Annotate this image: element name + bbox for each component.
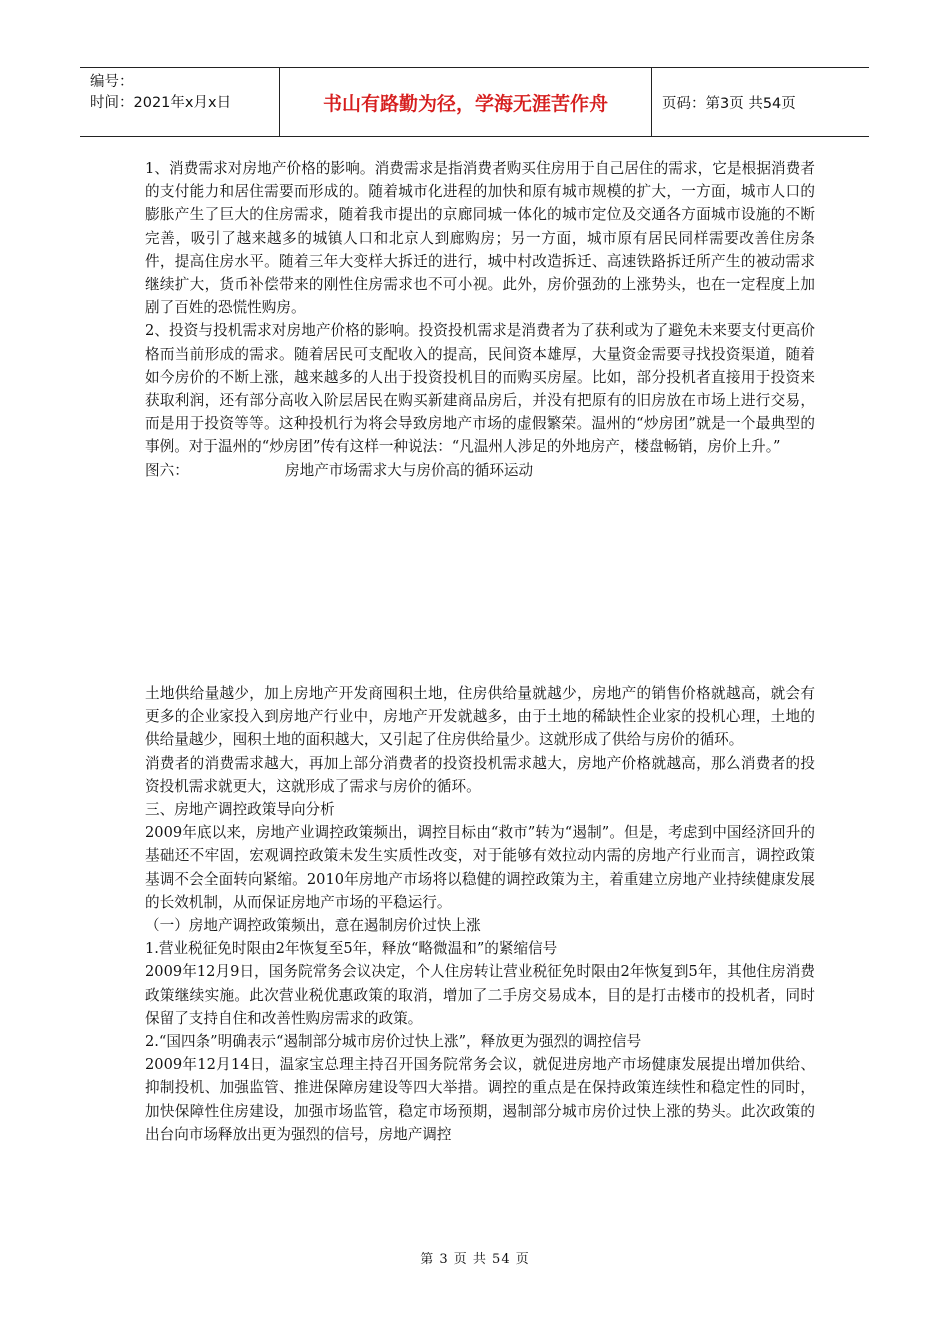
paragraph-policy-overview: 2009年底以来，房地产业调控政策频出，调控目标由“救市”转为“遏制”。但是，考虑到中国经济回升的基础还不牢固，宏观调控政策未发生实质性改变，对于能够有效拉动内需的房地产行业而言，调控政策基调不会全面转向紧缩。2010年房地产市场将以稳健的调控政策为主，着重建立房地产业持续健康发展的长效机制，从而保证房地产市场的平稳运行。 xyxy=(145,824,815,911)
body-section-1 xyxy=(145,157,815,482)
page-header xyxy=(80,67,869,137)
subsection-heading-1: （一）房地产调控政策频出，意在遏制房价过快上涨 xyxy=(145,917,481,935)
paragraph-business-tax: 2009年12月9日，国务院常务会议决定，个人住房转让营业税征免时限由2年恢复到5年，其他住房消费政策继续实施。此次营业税优惠政策的取消，增加了二手房交易成本，目的是打击楼市的投机者，同时保留了支持自住和改善性购房需求的政策。 xyxy=(145,963,815,1027)
header-page-label: 页码：第3页 共54页 xyxy=(662,95,796,112)
paragraph-guo-si-tiao: 2009年12月14日，温家宝总理主持召开国务院常务会议，就促进房地产市场健康发展提出增加供给、抑制投机、加强监管、推进保障房建设等四大举措。调控的重点是在保持政策连续性和稳定性的同时，加快保障性住房建设，加强市场监管，稳定市场预期，遏制部分城市房价过快上涨的势头。此次政策的出台向市场释放出更为强烈的信号，房地产调控 xyxy=(145,1056,815,1143)
item-heading-guo-si-tiao: 2.“国四条”明确表示“遏制部分城市房价过快上涨”，释放更为强烈的调控信号 xyxy=(145,1033,642,1051)
paragraph-consumption-demand: 1、消费需求对房地产价格的影响。消费需求是指消费者购买住房用于自己居住的需求，它是根据消费者的支付能力和居住需要而形成的。随着城市化进程的加快和原有城市规模的扩大，一方面，城市人口的膨胀产生了巨大的住房需求，随着我市提出的京廊同城一体化的城市定位及交通各方面城市设施的不断完善，吸引了越来越多的城镇人口和北京人到廊购房；另一方面，城市原有居民同样需要改善住房条件，提高住房水平。随着三年大变样大拆迁的进行，城中村改造拆迁、高速铁路拆迁所产生的被动需求继续扩大，货币补偿带来的刚性住房需求也不可小视。此外，房价强劲的上涨势头，也在一定程度上加剧了百姓的恐慌性购房。 xyxy=(145,160,815,317)
header-time-label: 时间：2021年x月x日 xyxy=(90,95,232,111)
section-heading-policy: 三、房地产调控政策导向分析 xyxy=(145,801,335,819)
figure-title: 房地产市场需求大与房价高的循环运动 xyxy=(285,461,534,479)
item-heading-business-tax: 1.营业税征免时限由2年恢复至5年，释放“略微温和”的紧缩信号 xyxy=(145,940,558,958)
figure-label: 图六： xyxy=(145,461,189,479)
header-meta xyxy=(80,68,280,136)
page-footer: 第 3 页 共 54 页 xyxy=(420,1252,530,1267)
paragraph-supply-cycle: 土地供给量越少，加上房地产开发商囤积土地，住房供给量就越少，房地产的销售价格就越高，就会有更多的企业家投入到房地产行业中，房地产开发就越多，由于土地的稀缺性企业家的投机心理，土地的供给量越少，囤积土地的面积越大，又引起了住房供给量少。这就形成了供给与房价的循环。 xyxy=(145,685,815,749)
header-motto: 书山有路勤为径，学海无涯苦作舟 xyxy=(280,68,652,136)
body-section-2 xyxy=(145,682,815,1146)
paragraph-demand-cycle: 消费者的消费需求越大，再加上部分消费者的投资投机需求越大，房地产价格就越高，那么消费者的投资投机需求就更大，这就形成了需求与房价的循环。 xyxy=(145,754,815,795)
paragraph-investment-demand: 2、投资与投机需求对房地产价格的影响。投资投机需求是消费者为了获利或为了避免未来要支付更高价格而当前形成的需求。随着居民可支配收入的提高，民间资本雄厚，大量资金需要寻找投资渠道，随着如今房价的不断上涨，越来越多的人出于投资投机目的而购买房屋。比如，部分投机者直接用于投资来获取利润，还有部分高收入阶层居民在购买新建商品房后，并没有把原有的旧房放在市场上进行交易，而是用于投资等等。这种投机行为将会导致房地产市场的虚假繁荣。温州的“炒房团”就是一个最典型的事例。对于温州的“炒房团”传有这样一种说法：“凡温州人涉足的外地房产，楼盘畅销，房价上升。” xyxy=(145,322,815,456)
figure-caption xyxy=(145,459,815,482)
figure-placeholder xyxy=(145,560,815,680)
header-number-label: 编号： xyxy=(90,74,134,90)
